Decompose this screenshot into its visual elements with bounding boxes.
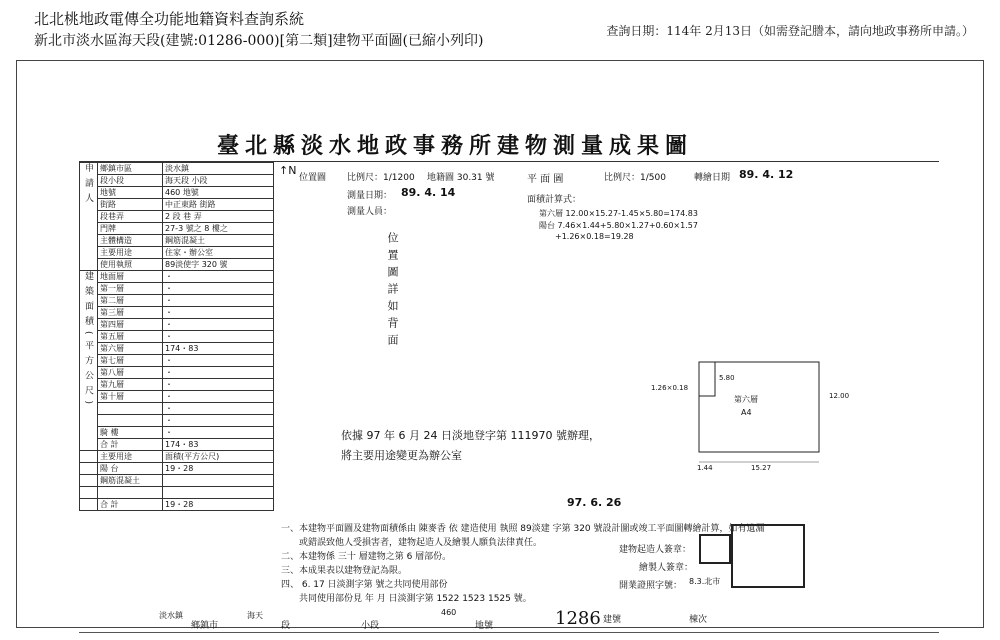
table-cell: 淡水鎮 bbox=[163, 163, 274, 175]
plan-dim: 1.26×0.18 bbox=[651, 384, 689, 392]
appendix-total-label: 合 計 bbox=[98, 499, 163, 511]
floor-name: 第四層 bbox=[98, 319, 163, 331]
floor-area: ・ bbox=[163, 283, 274, 295]
floor-name: 第八層 bbox=[98, 367, 163, 379]
floor-area: ・ bbox=[163, 331, 274, 343]
roof-label: 騎 樓 bbox=[98, 427, 163, 439]
footer-lot: 460 bbox=[441, 608, 457, 617]
table-cell: 門牌 bbox=[98, 223, 163, 235]
plan-label: 平 面 圖 bbox=[527, 174, 564, 185]
footer-section-label: 段 bbox=[281, 621, 291, 631]
area-calc-label: 面積計算式： bbox=[527, 195, 582, 205]
footer-subsection-label: 小段 bbox=[361, 621, 380, 631]
survey-date-label: 測量日期： bbox=[347, 191, 393, 201]
table-cell: 地號 bbox=[98, 187, 163, 199]
plan-dim: 1.44 bbox=[697, 464, 713, 472]
floor-area: ・ bbox=[163, 379, 274, 391]
footer-town: 淡水鎮 bbox=[159, 611, 183, 620]
location-note: 位置圖詳如背面 bbox=[386, 232, 399, 351]
plan-dim: 12.00 bbox=[829, 392, 850, 400]
table-cell: 主要用途 bbox=[98, 247, 163, 259]
builder-sign-label: 建物起造人簽章： bbox=[619, 545, 692, 555]
transfer-date: 89. 4. 12 bbox=[739, 168, 794, 181]
note-line: 共同使用部份見 年 月 日淡測字第 1522 1523 1525 號。 bbox=[281, 594, 532, 604]
appendix-area: 19・28 bbox=[163, 463, 274, 475]
note-line: 三、本成果表以建物登記為限。 bbox=[281, 566, 408, 576]
table-cell: 段巷弄 bbox=[98, 211, 163, 223]
appendix-head: 主要用途 bbox=[98, 451, 163, 463]
survey-sheet bbox=[79, 161, 939, 633]
table-cell: 27-3 號之 8 樓之 bbox=[163, 223, 274, 235]
floor-area: ・ bbox=[163, 271, 274, 283]
floor-name: 第十層 bbox=[98, 391, 163, 403]
note-line: 二、本建物係 三十 層建物之第 6 層部份。 bbox=[281, 552, 452, 562]
area-calc-line-3: +1.26×0.18=19.28 bbox=[555, 232, 634, 241]
table-cell: 段小段 bbox=[98, 175, 163, 187]
table-cell: 主體構造 bbox=[98, 235, 163, 247]
floor-name: 第六層 bbox=[98, 343, 163, 355]
table-cell: 89淡使字 320 號 bbox=[163, 259, 274, 271]
footer-section: 海天 bbox=[247, 611, 263, 620]
applicant-label: 申請人 bbox=[80, 163, 98, 271]
plan-dim: 15.27 bbox=[751, 464, 772, 472]
floor-name: 第二層 bbox=[98, 295, 163, 307]
floor-area: ・ bbox=[163, 295, 274, 307]
north-arrow: ↑N bbox=[279, 164, 297, 177]
survey-result-scan bbox=[17, 61, 983, 631]
floor-area: ・ bbox=[163, 307, 274, 319]
floor-name: 地面層 bbox=[98, 271, 163, 283]
note-line: 或錯誤致他人受損害者，建物起造人及繪製人願負法律責任。 bbox=[281, 538, 543, 548]
scale-right: 比例尺：1/500 bbox=[604, 173, 666, 183]
floor-area: 174・83 bbox=[163, 343, 274, 355]
appendix-total: 19・28 bbox=[163, 499, 274, 511]
floor-name bbox=[98, 415, 163, 427]
floor-group-label: 建築面積(平方公尺) bbox=[80, 271, 98, 451]
floor-area: ・ bbox=[163, 391, 274, 403]
system-title: 北北桃地政電傳全功能地籍資料查詢系統 bbox=[34, 10, 305, 28]
seal-stamp-large bbox=[731, 524, 805, 588]
note-line: 一、本建物平面圖及建物面積係由 陳麥香 依 建造使用 執照 89淡建 字第 320 號設計圖或竣工平面圖轉繪計算，如有遺漏 bbox=[281, 524, 765, 534]
floor-name: 第九層 bbox=[98, 379, 163, 391]
footer-page-label: 棟次 bbox=[689, 615, 708, 625]
floor-area: ・ bbox=[163, 403, 274, 415]
scanned-document-frame bbox=[16, 60, 984, 631]
table-cell: 住家・辦公室 bbox=[163, 247, 274, 259]
footer-lot-label: 地號 bbox=[475, 621, 494, 631]
floor-area: ・ bbox=[163, 367, 274, 379]
query-date: 查詢日期：114年 2月13日（如需登記謄本，請向地政事務所申請。） bbox=[606, 24, 974, 38]
area-calc-line-2: 陽台 7.46×1.44+5.80×1.27+0.60×1.57 bbox=[539, 221, 698, 230]
floor-area: ・ bbox=[163, 355, 274, 367]
map-sheet: 地籍圖 30.31 號 bbox=[427, 173, 495, 183]
table-cell: 460 地號 bbox=[163, 187, 274, 199]
appendix-head: 面積(平方公尺) bbox=[163, 451, 274, 463]
appendix-use: 陽 台 bbox=[98, 463, 163, 475]
note-line: 四、 6. 17 日淡測字第 號之共同使用部份 bbox=[281, 580, 448, 590]
floor-name bbox=[98, 403, 163, 415]
change-annotation: 依據 97 年 6 月 24 日淡地登字第 111970 號辦理，將主要用途變更為辦公室 bbox=[341, 429, 600, 462]
table-cell: 鄉鎮市區 bbox=[98, 163, 163, 175]
footer-town-label: 鄉鎮市 bbox=[191, 621, 219, 631]
footer-building-number: 1286 bbox=[555, 608, 601, 629]
drafter-sign-label: 繪製人簽章： bbox=[639, 563, 694, 573]
footer-building-label: 建號 bbox=[603, 615, 622, 625]
surveyor-label: 測量人員： bbox=[347, 207, 393, 217]
doc-title: 臺北縣淡水地政事務所建物測量成果圖 bbox=[217, 133, 694, 159]
license-number: 8.3.北市 bbox=[689, 577, 721, 586]
table-cell: 2 段 巷 弄 bbox=[163, 211, 274, 223]
plan-dim: 5.80 bbox=[719, 374, 735, 382]
table-cell: 街路 bbox=[98, 199, 163, 211]
plan-floor-label: 第六層 bbox=[734, 395, 758, 404]
scale-left: 比例尺：1/1200 bbox=[347, 173, 415, 183]
floor-name: 第七層 bbox=[98, 355, 163, 367]
building-info-table bbox=[79, 162, 274, 511]
floor-name: 第五層 bbox=[98, 331, 163, 343]
floor-area: ・ bbox=[163, 319, 274, 331]
document-subtitle: 新北市淡水區海天段(建號:01286-000)[第二類]建物平面圖(已縮小列印) bbox=[34, 33, 484, 49]
area-calc-line-1: 第六層 12.00×15.27-1.45×5.80=174.83 bbox=[539, 209, 698, 218]
table-cell: 海天段 小段 bbox=[163, 175, 274, 187]
sum-value: 174・83 bbox=[163, 439, 274, 451]
floor-plan-drawing bbox=[679, 342, 829, 482]
floor-name: 第一層 bbox=[98, 283, 163, 295]
location-map-label: 位置圖 bbox=[299, 173, 327, 183]
appendix-structure: 鋼筋混凝土 bbox=[98, 475, 163, 487]
table-cell: 鋼筋混凝土 bbox=[163, 235, 274, 247]
survey-date: 89. 4. 14 bbox=[401, 186, 456, 199]
floor-area: ・ bbox=[163, 415, 274, 427]
table-cell: 使用執照 bbox=[98, 259, 163, 271]
floor-name: 第三層 bbox=[98, 307, 163, 319]
plan-room-label: A4 bbox=[741, 408, 752, 417]
annotation-date: 97. 6. 26 bbox=[567, 496, 622, 509]
table-cell: 中正東路 街路 bbox=[163, 199, 274, 211]
transfer-date-label: 轉繪日期 bbox=[694, 173, 731, 183]
license-label: 開業證照字號： bbox=[619, 581, 683, 591]
seal-stamp-small bbox=[699, 534, 731, 564]
floor-area: ・ bbox=[163, 427, 274, 439]
sum-label: 合 計 bbox=[98, 439, 163, 451]
